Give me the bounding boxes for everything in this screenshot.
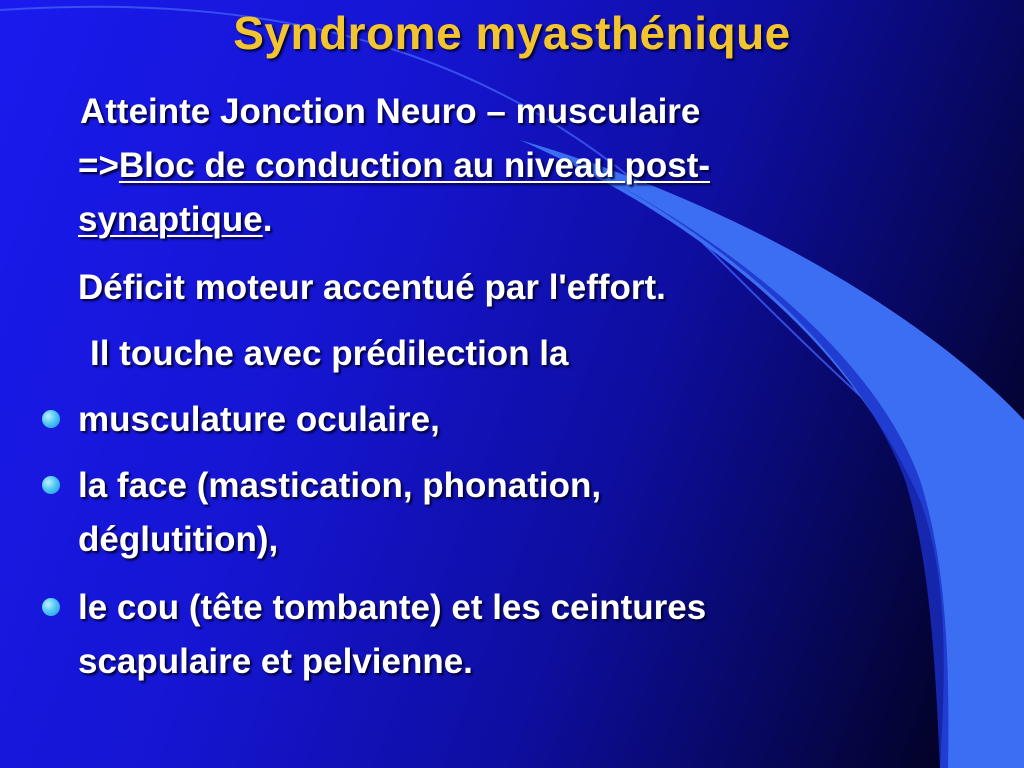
slide-title: Syndrome myasthénique [233,7,791,59]
bullet-icon [42,476,60,494]
para1-line2 [78,146,710,186]
bullet-item-3-line2: scapulaire et pelvienne. [78,642,473,681]
bullet-item-2-line1: la face (mastication, phonation, [78,466,602,505]
para1-line3 [78,200,273,240]
bullet-item-2-line2: déglutition), [78,520,279,559]
bullet-icon [42,598,60,616]
arrow-prefix: => [78,146,119,185]
bullet-icon [42,410,60,428]
para2: Déficit moteur accentué par l'effort. [78,268,666,307]
period: . [262,200,273,239]
para1-line1: Atteinte Jonction Neuro – musculaire [80,92,701,131]
bullet-item-3-line1: le cou (tête tombante) et les ceintures [78,588,707,627]
underlined-synaptique-text: synaptique [78,200,263,239]
bullet-item-1-line1: musculature oculaire, [78,400,440,439]
underlined-conduction-text: Bloc de conduction au niveau post- [118,146,711,185]
para3: Il touche avec prédilection la [90,334,569,373]
